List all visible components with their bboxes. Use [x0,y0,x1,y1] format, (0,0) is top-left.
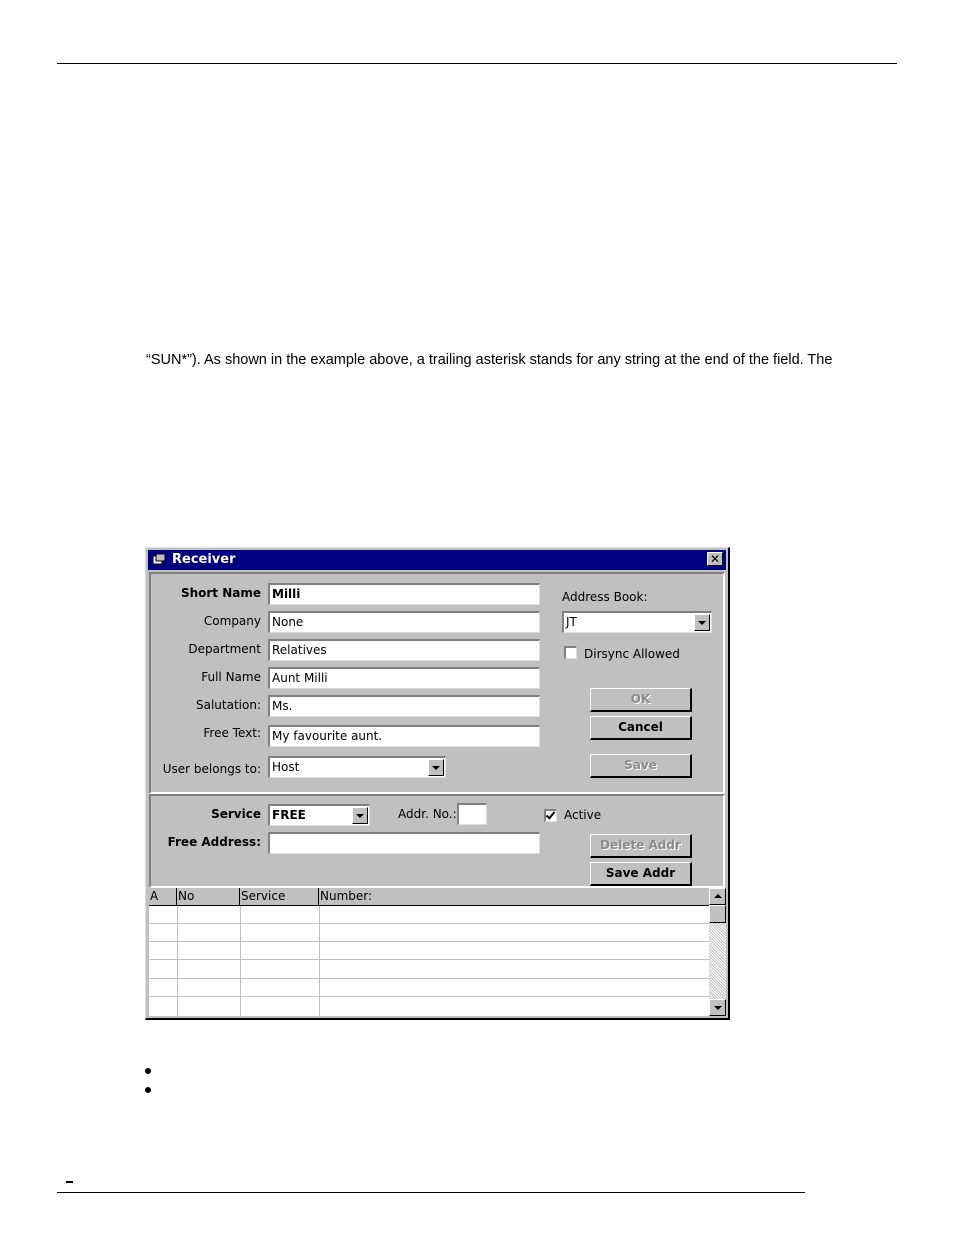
service-label: Service [211,807,261,821]
ok-button[interactable]: OK [590,688,692,712]
close-button[interactable] [707,552,723,566]
column-header-no[interactable]: No [177,888,240,906]
table-row[interactable] [149,961,709,979]
department-input[interactable]: Relatives [268,639,540,661]
scroll-up-icon[interactable] [709,888,726,905]
address-book-value: JT [566,615,577,629]
dirsync-label: Dirsync Allowed [584,647,680,661]
scroll-down-icon[interactable] [709,999,726,1016]
table-row[interactable] [149,997,709,1015]
user-belongs-to-value: Host [272,760,300,774]
free-address-input[interactable] [268,832,540,854]
short-name-input[interactable]: Milli [268,583,540,605]
table-row[interactable] [149,924,709,942]
receiver-details-panel [149,572,725,794]
title-bar[interactable] [148,550,726,570]
column-header-service[interactable]: Service [240,888,319,906]
addr-no-label: Addr. No.: [398,807,457,821]
company-input[interactable]: None [268,611,540,633]
close-icon: ✕ [709,552,721,566]
service-select[interactable] [268,804,370,826]
save-addr-button[interactable]: Save Addr [590,862,692,886]
chevron-down-icon[interactable] [428,759,444,776]
active-label: Active [564,808,602,822]
salutation-input[interactable]: Ms. [268,695,540,717]
free-address-label: Free Address: [167,835,261,849]
column-divider [319,906,320,1016]
chevron-down-icon[interactable] [352,807,368,824]
table-header [149,888,709,906]
column-divider [177,906,178,1016]
service-value: FREE [272,808,306,822]
user-belongs-to-label: User belongs to: [162,762,261,776]
header-rule [57,63,897,64]
addr-no-input[interactable] [457,803,487,825]
column-divider [240,906,241,1016]
cancel-button[interactable]: Cancel [590,716,692,740]
delete-addr-button[interactable]: Delete Addr [590,834,692,858]
address-book-label: Address Book: [562,590,648,604]
footer-mark [66,1181,73,1183]
window-title: Receiver [172,552,236,567]
address-table[interactable] [149,888,726,1016]
table-row[interactable] [149,906,709,924]
full-name-input[interactable]: Aunt Milli [268,667,540,689]
column-header-a[interactable]: A [149,888,177,906]
bullet-1 [145,1068,151,1074]
bullet-2 [145,1087,151,1093]
full-name-label: Full Name [201,670,261,684]
table-row[interactable] [149,979,709,997]
receiver-window [145,547,730,1020]
salutation-label: Salutation: [196,698,261,712]
vertical-scrollbar[interactable] [709,888,726,1016]
active-checkbox[interactable] [544,809,557,822]
save-button[interactable]: Save [590,754,692,778]
user-belongs-to-select[interactable] [268,756,446,778]
company-label: Company [203,614,261,628]
chevron-down-icon[interactable] [694,614,710,631]
column-header-number[interactable]: Number: [319,888,709,906]
address-panel [149,794,725,888]
free-text-label: Free Text: [203,726,261,740]
free-text-input[interactable]: My favourite aunt. [268,725,540,747]
table-row[interactable] [149,942,709,960]
scroll-thumb[interactable] [709,905,726,923]
paragraph-fragment: “SUN*”). As shown in the example above, a trailing asterisk stands for any string at the end of the field. The [146,352,833,368]
footer-rule [57,1192,805,1193]
dirsync-checkbox[interactable] [564,646,577,659]
address-book-select[interactable] [562,611,712,633]
window-icon [153,554,165,565]
short-name-label: Short Name [180,586,261,600]
department-label: Department [188,642,261,656]
